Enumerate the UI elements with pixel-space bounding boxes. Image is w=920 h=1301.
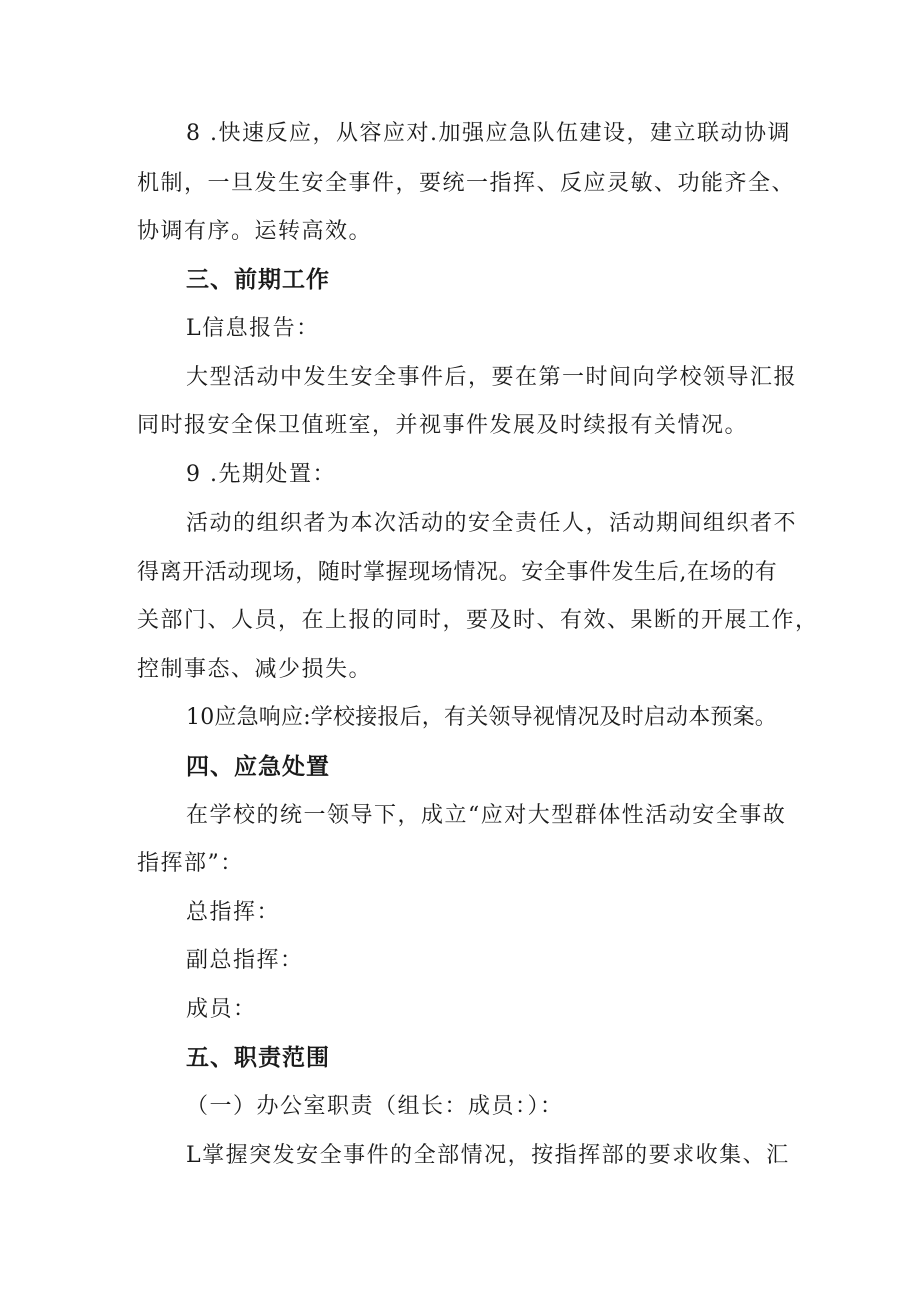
section-heading-4: 四、应急处置 xyxy=(186,754,330,780)
deputy-commander-line: 副总指挥： xyxy=(186,948,304,973)
chief-commander-line: 总指挥： xyxy=(186,900,281,925)
info-report-label: L信息报告： xyxy=(186,316,320,341)
paragraph-8-line-1: 8 .快速反应，从容应对.加强应急队伍建设，建立联动协调 xyxy=(186,121,791,146)
preliminary-line-4: 控制事态、减少损失。 xyxy=(137,657,373,682)
preliminary-line-1: 活动的组织者为本次活动的安全责任人，活动期间组织者不 xyxy=(186,511,798,536)
section-heading-5: 五、职责范围 xyxy=(186,1045,330,1071)
preliminary-line-2: 得离开活动现场，随时掌握现场情况。安全事件发生后,在场的有 xyxy=(137,560,778,585)
preliminary-label: 9 .先期处置： xyxy=(186,462,336,487)
command-line-1: 在学校的统一领导下，成立“应对大型群体性活动安全事故 xyxy=(186,803,787,828)
section-heading-3: 三、前期工作 xyxy=(186,267,330,293)
info-report-line-1: 大型活动中发生安全事件后，要在第一时间向学校领导汇报 xyxy=(186,365,798,390)
office-duties-heading: （一）办公室职责（组长：成员：）： xyxy=(186,1094,564,1119)
paragraph-8-line-3: 协调有序。运转高效。 xyxy=(137,219,373,244)
command-line-2: 指挥部”： xyxy=(137,851,244,876)
emergency-response-line: 10应急响应:学校接报后，有关领导视情况及时启动本预案。 xyxy=(186,705,778,730)
preliminary-line-3: 关部门、人员，在上报的同时，要及时、有效、果断的开展工作， xyxy=(137,608,819,633)
office-duties-line-1: L掌握突发安全事件的全部情况，按指挥部的要求收集、汇 xyxy=(186,1143,790,1168)
info-report-line-2: 同时报安全保卫值班室，并视事件发展及时续报有关情况。 xyxy=(137,413,749,438)
members-line: 成员： xyxy=(186,997,257,1022)
paragraph-8-line-2: 机制，一旦发生安全事件，要统一指挥、反应灵敏、功能齐全、 xyxy=(137,171,796,196)
